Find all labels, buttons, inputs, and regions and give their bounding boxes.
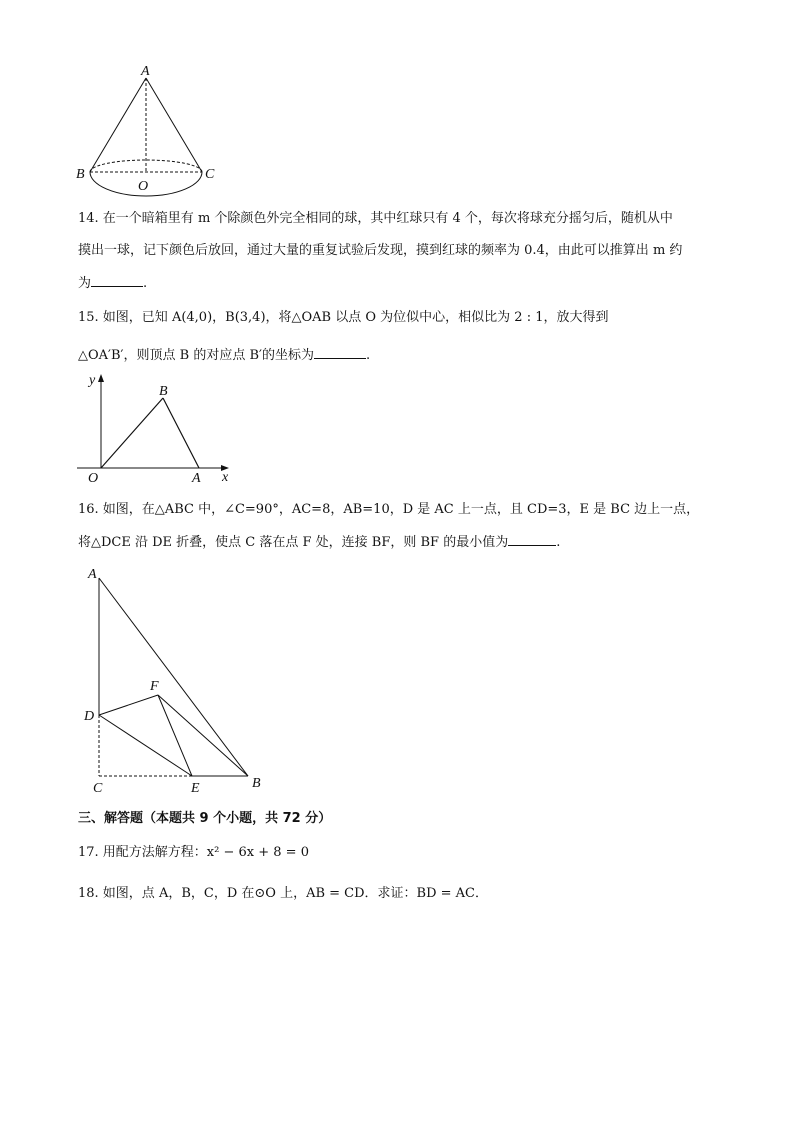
q15-line-2-suffix: .	[365, 348, 371, 363]
triangle-figure	[80, 560, 270, 800]
tri-label-e: E	[191, 781, 200, 796]
q16-line-1: 16. 如图，在△ABC 中，∠C=90°，AC=8，AB=10，D 是 AC 上一点，且 CD=3，E 是 BC 边上一点，	[78, 502, 700, 517]
tri-label-a: A	[88, 567, 97, 582]
question-15-line-2	[78, 347, 718, 363]
q14-line-3-prefix: 为	[78, 276, 92, 291]
q14-answer-blank[interactable]	[91, 275, 143, 287]
coord-label-a: A	[192, 471, 201, 486]
q14-line-2: 摸出一球，记下颜色后放回，通过大量的重复试验后发现，摸到红球的频率为 0.4，由此可以推算出 m 约	[78, 243, 683, 258]
q16-line-2-suffix: .	[556, 535, 561, 550]
question-18: 18. 如图，点 A，B，C，D 在⊙O 上，AB = CD．求证：BD = AC．	[78, 886, 489, 901]
cone-figure	[70, 60, 230, 200]
q16-answer-blank[interactable]	[508, 534, 556, 546]
question-14	[78, 212, 718, 226]
q15-line-1: 15. 如图，已知 A(4,0)，B(3,4)，将△OAB 以点 O 为位似中心，相似比为 2 : 1，放大得到	[78, 310, 609, 325]
coord-label-b: B	[159, 384, 168, 399]
tri-label-f: F	[150, 679, 159, 694]
question-14-line-2	[78, 244, 718, 258]
q15-answer-blank[interactable]	[314, 347, 366, 359]
coord-label-y: y	[89, 373, 96, 388]
section-3-title: 三、解答题（本题共 9 个小题，共 72 分）	[78, 811, 332, 826]
q15-line-2-prefix: △OA′B′，则顶点 B 的对应点 B′的坐标为	[78, 348, 314, 363]
q14-line-1: 14. 在一个暗箱里有 m 个除颜色外完全相同的球，其中红球只有 4 个，每次将球充分摇匀后，随机从中	[78, 211, 673, 226]
cone-label-b: B	[76, 167, 85, 182]
coord-label-o: O	[88, 471, 99, 486]
q14-line-3-suffix: .	[143, 276, 148, 291]
cone-label-o: O	[138, 179, 149, 194]
coordinate-figure	[75, 370, 245, 488]
tri-label-b: B	[252, 776, 261, 791]
question-17: 17. 用配方法解方程：x² − 6x + 8 = 0	[78, 845, 309, 860]
question-14-line-3	[78, 275, 718, 291]
question-15	[78, 311, 718, 325]
cone-label-c: C	[205, 167, 215, 182]
q16-line-2-prefix: 将△DCE 沿 DE 折叠，使点 C 落在点 F 处，连接 BF，则 BF 的最小值为	[78, 535, 509, 550]
tri-label-c: C	[93, 781, 103, 796]
question-16-line-2	[78, 534, 718, 550]
tri-label-d: D	[84, 709, 95, 724]
coord-label-x: x	[222, 470, 229, 485]
cone-label-a: A	[141, 64, 150, 79]
question-16	[78, 503, 718, 517]
